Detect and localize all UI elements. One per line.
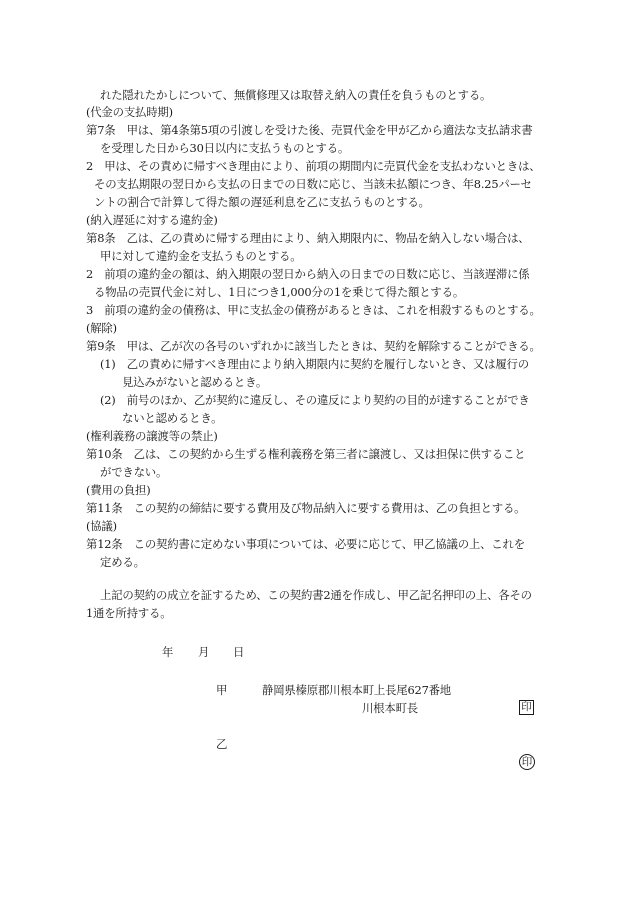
closing-statement: 上記の契約の成立を証するため、この契約書2通を作成し、甲乙記名押印の上、各その [100, 588, 532, 602]
article-10: 第10条 乙は、この契約から生ずる権利義務を第三者に譲渡し、又は担保に供すること [86, 447, 526, 461]
article-8-para-2-cont: る物品の売買代金に対し、1日につき1,000分の1を乗じて得た額とする。 [94, 285, 465, 299]
article-9-item-2: (2) 前号のほか、乙が契約に違反し、その違反により契約の目的が達することができ [100, 393, 530, 407]
article-8-para-2: 2 前項の違約金の額は、納入期限の翌日から納入の日までの日数に応じ、当該遅滞に係 [86, 267, 530, 281]
article-9-item-1: (1) 乙の責めに帰すべき理由により納入期限内に契約を履行しないとき、又は履行の [100, 357, 529, 371]
article-8: 第8条 乙は、乙の責めに帰する理由により、納入期限内に、物品を納入しない場合は、 [86, 231, 530, 245]
article-8-para-3: 3 前項の違約金の債務は、甲に支払金の債務があるときは、これを相殺するものとする。 [86, 303, 541, 317]
article-7: 第7条 甲は、第4条第5項の引渡しを受けた後、売買代金を甲が乙から適法な支払請求書 [86, 123, 533, 137]
heading-payment-timing: (代金の支払時期) [86, 105, 173, 119]
closing-statement-cont: 1通を所持する。 [86, 606, 172, 620]
party-a-label: 甲 [216, 683, 228, 697]
heading-assignment-prohibition: (権利義務の譲渡等の禁止) [86, 429, 218, 443]
article-11: 第11条 この契約の締結に要する費用及び物品納入に要する費用は、乙の負担とする。 [86, 501, 526, 515]
article-7-para-2-cont: その支払期限の翌日から支払の日までの日数に応じ、当該未払額につき、年8.25パーセ [94, 177, 532, 191]
heading-late-delivery-penalty: (納入遅延に対する違約金) [86, 213, 218, 227]
date-month: 月 [198, 645, 210, 659]
party-a-seal-mark: 印 [519, 700, 534, 715]
heading-consultation: (協議) [86, 519, 117, 533]
party-a-address: 静岡県榛原郡川根本町上長尾627番地 [262, 683, 452, 697]
article-10-cont: ができない。 [100, 465, 168, 479]
heading-cost-burden: (費用の負担) [86, 483, 151, 497]
article-12: 第12条 この契約書に定めない事項については、必要に応じて、甲乙協議の上、これを [86, 537, 525, 551]
line-continuation: れた隠れたかしについて、無償修理又は取替え納入の責任を負うものとする。 [100, 88, 492, 102]
date-day: 日 [233, 645, 245, 659]
party-b-label: 乙 [216, 737, 228, 751]
party-b-seal-mark: 印 [519, 754, 535, 770]
heading-termination: (解除) [86, 321, 117, 335]
party-a-title: 川根本町長 [362, 701, 418, 715]
article-7-cont: を受理した日から30日以内に支払うものとする。 [100, 141, 350, 155]
article-9-item-1-cont: 見込みがないと認めるとき。 [122, 375, 268, 389]
article-7-para-2: 2 甲は、その責めに帰すべき理由により、前項の期間内に売買代金を支払わないときは、 [86, 159, 541, 173]
article-8-cont: 甲に対して違約金を支払うものとする。 [100, 249, 302, 263]
article-9: 第9条 甲は、乙が次の各号のいずれかに該当したときは、契約を解除することができる。 [86, 339, 541, 353]
date-year: 年 [162, 645, 174, 659]
article-9-item-2-cont: ないと認めるとき。 [122, 411, 223, 425]
article-12-cont: 定める。 [100, 555, 145, 569]
article-7-para-2-cont: ントの割合で計算して得た額の遅延利息を乙に支払うものとする。 [94, 195, 430, 209]
